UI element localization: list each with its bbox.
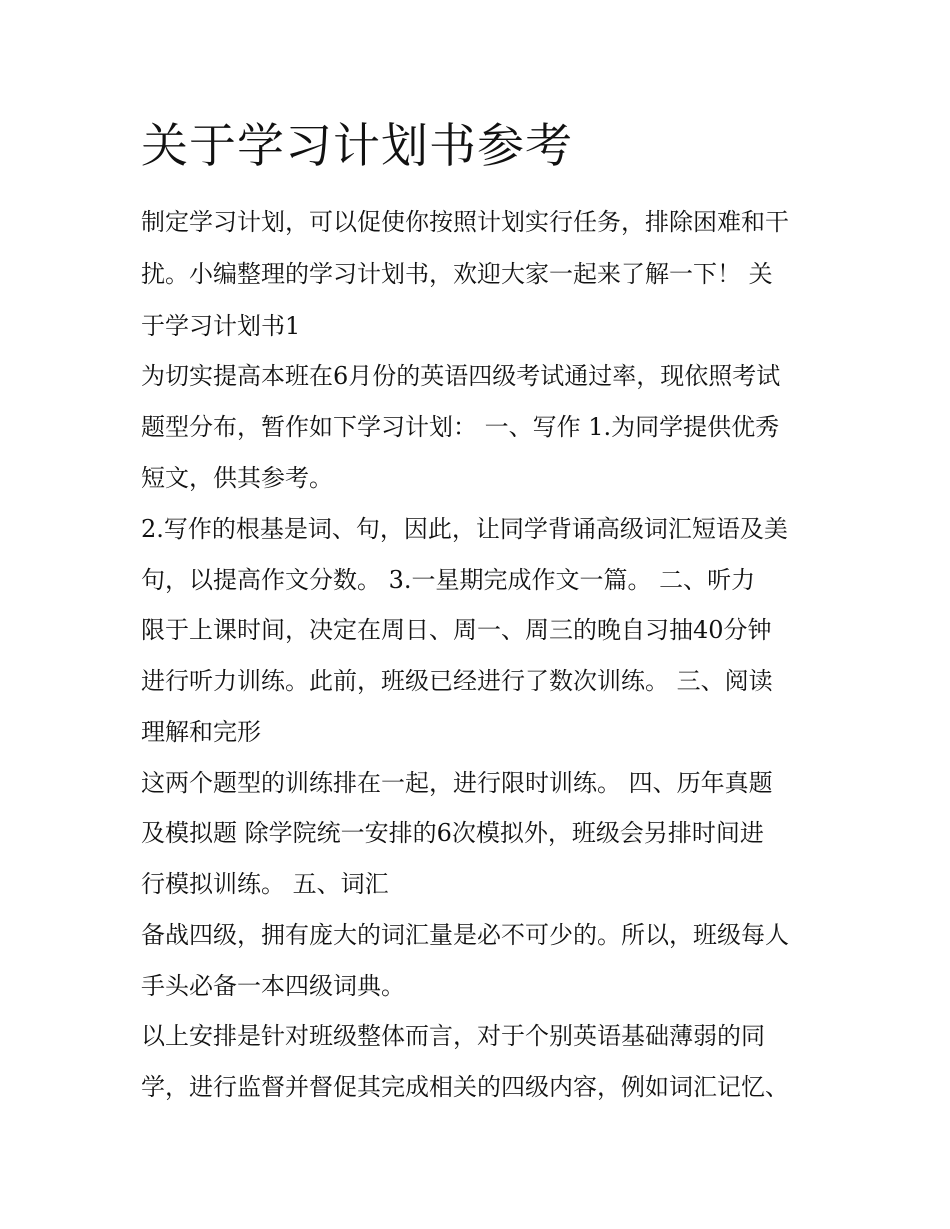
body-line: 句，以提高作文分数。 3.一星期完成作文一篇。 二、听力 <box>141 566 756 594</box>
body-line: 学，进行监督并督促其完成相关的四级内容，例如词汇记忆、 <box>141 1073 789 1101</box>
document-title: 关于学习计划书参考 <box>141 119 573 174</box>
body-line: 以上安排是针对班级整体而言，对于个别英语基础薄弱的同 <box>141 1022 765 1050</box>
body-line: 制定学习计划，可以促使你按照计划实行任务，排除困难和干 <box>141 208 789 236</box>
body-line: 手头必备一本四级词典。 <box>141 972 405 1000</box>
body-line: 于学习计划书1 <box>141 312 301 340</box>
body-line: 2.写作的根基是词、句，因此，让同学背诵高级词汇短语及美 <box>141 515 788 543</box>
body-line: 备战四级，拥有庞大的词汇量是必不可少的。所以，班级每人 <box>141 921 789 949</box>
body-line: 这两个题型的训练排在一起，进行限时训练。 四、历年真题 <box>141 769 773 797</box>
body-line: 理解和完形 <box>141 718 261 746</box>
body-line: 及模拟题 除学院统一安排的6次模拟外，班级会另排时间进 <box>141 819 764 847</box>
body-line: 题型分布，暂作如下学习计划： 一、写作 1.为同学提供优秀 <box>141 413 780 441</box>
body-line: 短文，供其参考。 <box>141 464 333 492</box>
body-line: 扰。小编整理的学习计划书，欢迎大家一起来了解一下！ 关 <box>141 260 773 288</box>
body-line: 进行听力训练。此前，班级已经进行了数次训练。 三、阅读 <box>141 667 773 695</box>
body-line: 限于上课时间，决定在周日、周一、周三的晚自习抽40分钟 <box>141 616 772 644</box>
body-line: 为切实提高本班在6月份的英语四级考试通过率，现依照考试 <box>141 362 781 390</box>
body-line: 行模拟训练。 五、词汇 <box>141 870 389 898</box>
